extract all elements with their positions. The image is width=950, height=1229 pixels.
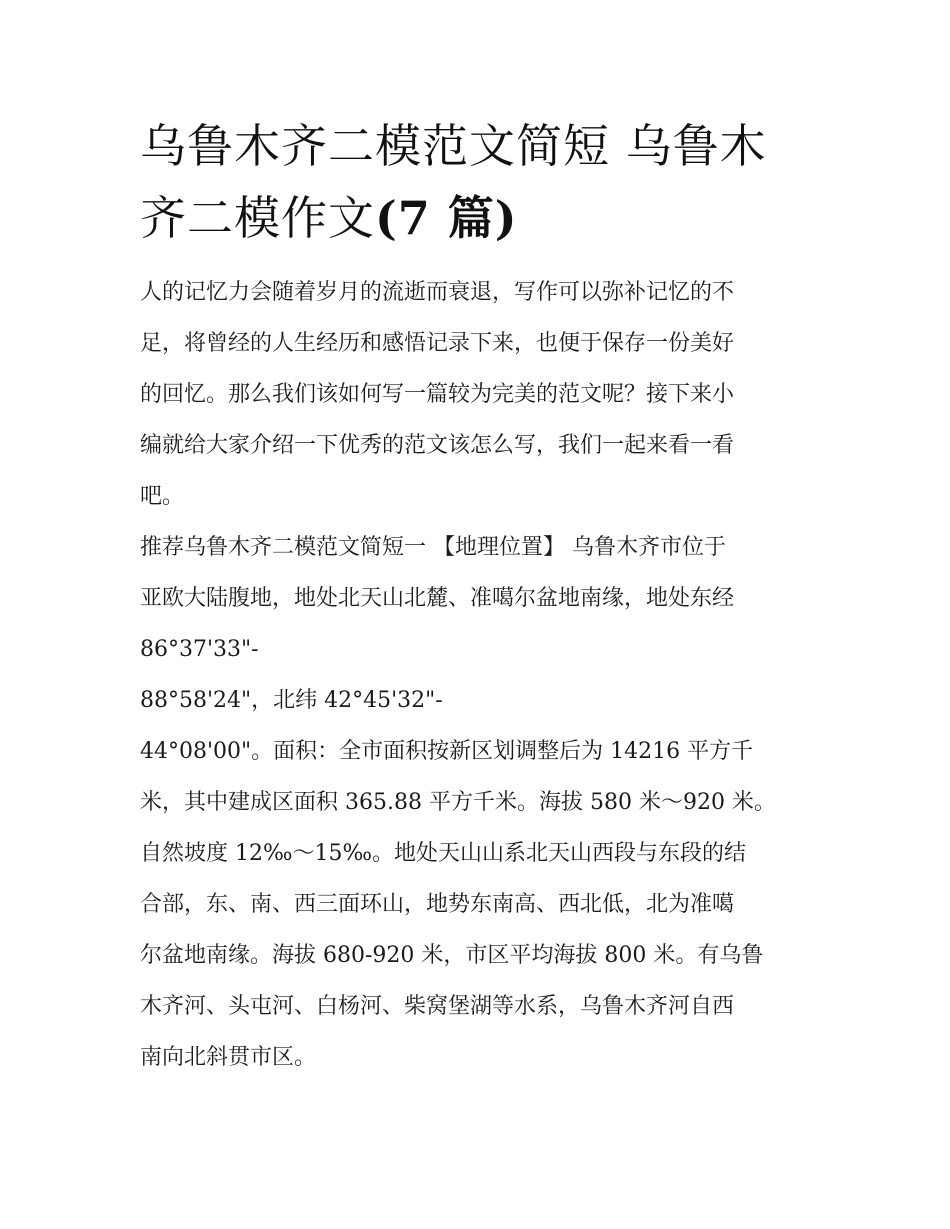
body-line: 推荐乌鲁木齐二模范文简短一 【地理位置】 乌鲁木齐市位于 <box>140 535 726 560</box>
body-line: 亚欧大陆腹地，地处北天山北麓、准噶尔盆地南缘，地处东经 <box>140 586 735 611</box>
body-line: 米，其中建成区面积 365.88 平方千米。海拔 580 米～920 米。 <box>140 790 776 815</box>
body-line: 44°08'00"。面积：全市面积按新区划调整后为 14216 平方千 <box>140 739 754 764</box>
title-line-2 <box>140 182 820 254</box>
body-line: 88°58'24"，北纬 42°45'32"- <box>140 688 443 713</box>
document-page <box>140 110 820 1083</box>
intro-line: 编就给大家介绍一下优秀的范文该怎么写，我们一起来看一看 <box>140 433 735 458</box>
intro-line: 人的记忆力会随着岁月的流逝而衰退，写作可以弥补记忆的不 <box>140 280 735 305</box>
body-paragraph <box>140 522 820 1083</box>
intro-paragraph <box>140 267 820 522</box>
title-line-1: 乌鲁木齐二模范文简短 乌鲁木 <box>140 119 767 173</box>
intro-line: 吧。 <box>140 484 185 509</box>
body-line: 木齐河、头屯河、白杨河、柴窝堡湖等水系，乌鲁木齐河自西 <box>140 994 735 1019</box>
title-line-2-text: 齐二模作文 <box>140 191 375 245</box>
body-line: 南向北斜贯市区。 <box>140 1045 317 1070</box>
body-line: 合部，东、南、西三面环山，地势东南高、西北低，北为准噶 <box>140 892 735 917</box>
intro-line: 足，将曾经的人生经历和感悟记录下来，也便于保存一份美好 <box>140 331 735 356</box>
body-line: 86°37'33"- <box>140 637 259 662</box>
document-title <box>140 110 820 254</box>
title-count: (7 篇) <box>375 191 518 245</box>
intro-line: 的回忆。那么我们该如何写一篇较为完美的范文呢？接下来小 <box>140 382 735 407</box>
body-line: 自然坡度 12‰～15‰。地处天山山系北天山西段与东段的结 <box>140 841 747 866</box>
body-line: 尔盆地南缘。海拔 680-920 米，市区平均海拔 800 米。有乌鲁 <box>140 943 764 968</box>
